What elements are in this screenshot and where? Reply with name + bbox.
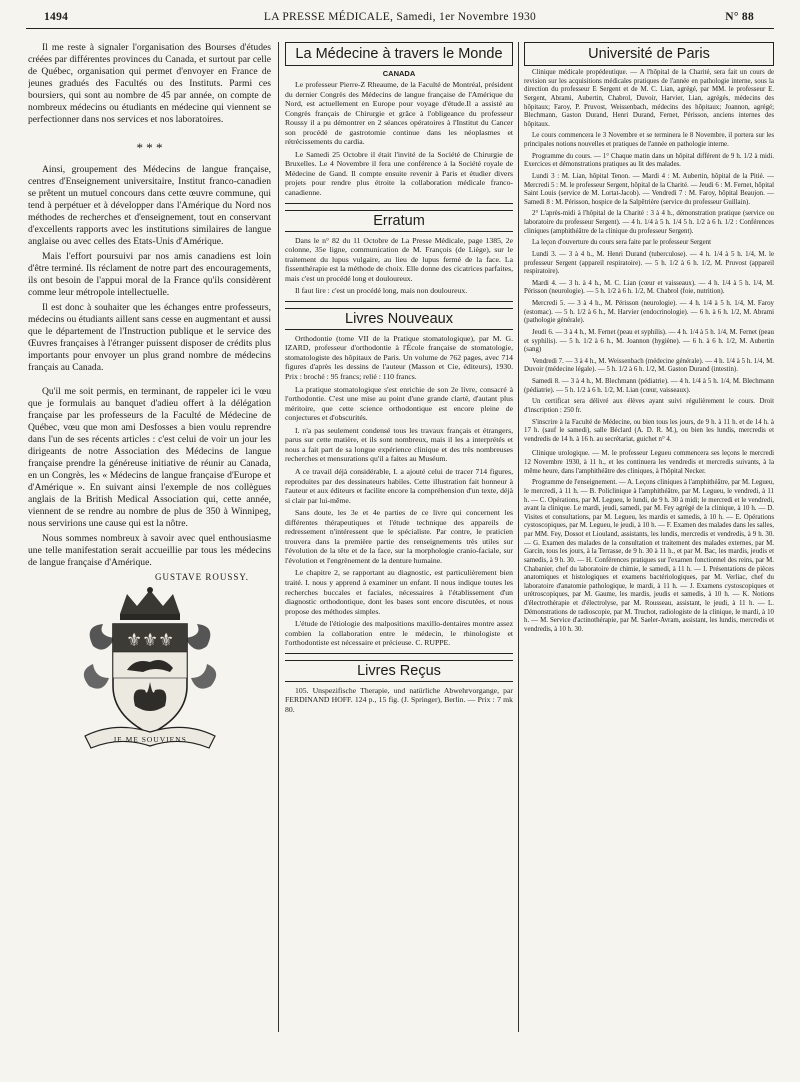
section-separator: [285, 653, 513, 654]
crest-motto: JE ME SOUVIENS: [112, 735, 187, 744]
article-paragraph: Orthodontie (tome VII de la Pratique stomatologique), par M. G. IZARD, professeur d'orthodontie à l'École française de stomatologie, stomatologiste des hôpitaux de Paris. Un volume de 762 pages, avec 714 figures d'après les dessins de l'auteur (Masson et Cie, éditeurs), 1930. Prix : broché : 95 francs; relié : 110 francs.: [285, 333, 513, 382]
section-stars: * * *: [136, 140, 163, 155]
section-subtitle: CANADA: [382, 69, 416, 78]
article-paragraph: La leçon d'ouverture du cours sera faite par le professeur Sergent: [532, 239, 712, 247]
section-title: La Médecine à travers le Monde: [285, 42, 513, 66]
section-title: Erratum: [285, 210, 513, 232]
column-divider: [518, 42, 519, 1032]
article-paragraph: Programme de l'enseignement. — A. Leçons cliniques à l'amphithéâtre, par M. Legueu, le mercredi, à 11 h. — B. Policlinique à l'amphithéâtre, par M. Legueu, le vendredi, à 11 h. — C. Opérations, par M. Legueu, le lundi, de 9 h. 30 à midi; le mercredi et le vendredi, avant la clinique. Le mardi, jeudi, samedi, par M. Fey agrégé de la clinique, à 10 h. — D. Visites et consultations, par M. Legueu, les mardis et samedis, à 10 h. — E. Opérations cystoscopiques, par M. Legueu, le jeudi, à 10 h. — F. Examen des malades dans les salles, par MM. Fey, Dossot et Liouland, assistants, les lundis, mercredis et vendredis, à 9 h. 30. — G. Examen des malades de la consultation et traitement des malades externes, par M. Garcin, tous les jours, à la Terrasse, de 9 h. 30 à 11 h., et par M. Bac, les mardis, jeudis et samedis, à 9 h. 30. — H. Conférences pratiques sur l'examen fonctionnel des reins, par M. Chabanier, chef du laboratoire de chimie, le samedi, à 11 h. — I. Présentations de pièces anatomiques et histologiques et examens bactériologiques, par M. Verliac, chef du laboratoire d'anatomie pathologique, le mardi, à 11 h. — J. Examens cystoscopiques et urétroscopiques, par M. Gaume, les mardis, jeudis et samedis, à 10 h. — K. Notions d'électrothérapie et d'électrolyse, par M. Rousseau, assistant, le jeudi, à 11 h. — L. Démonstrations de radioscopie, par M. Truchot, radiologiste de la clinique, le mardi, à 10 h. — M. Service d'actinothérapie, par M. Saeler-Avram, assistant, les lundis, mercredis et vendredis, à 10 h. 30.: [524, 479, 774, 633]
issue-number: N° 88: [725, 11, 754, 23]
article-paragraph: Le Samedi 25 Octobre il était l'invité de la Société de Chirurgie de Bruxelles. Le 4 Novembre il fera une conférence à la Société royale de Médecine de Gand. Il compte ensuite revenir à Paris et étudier divers projets pour rendre plus étroite la collaboration médicale franco-canadienne.: [285, 149, 513, 198]
article-paragraph: Jeudi 6. — 3 à 4 h., M. Fernet (peau et syphilis). — 4 h. 1/4 à 5 h. 1/4, M. Fernet (peau et syphilis). — 5 h. 1/2 à 6 h., M. Joannon (hygiène). — 6 h. à 6 h. 1/2, M. Aubertin (sang): [524, 328, 774, 354]
section-title: Livres Reçus: [285, 660, 513, 682]
article-paragraph: Clinique médicale propédeutique. — A l'hôpital de la Charité, sera fait un cours de revision sur les acquisitions médicales pratiques de l'année en pathologie interne, sous la direction du professeur E Sergent et de M. C. Lian, agrégé, par MM. le professeur E. Sergent, Abrami, Aubertin, Chabrol, Duvoir, Harvier, Lian, agrégés, médecins des hôpitaux; Faroy, P. Pruvost, Weissenbach, médecins des hôpitaux; Joannon, agrégé; Blechmann, Gaston Durand, Henri Durand, Fernet, Périsson, anciens internes des hôpitaux.: [524, 69, 774, 128]
article-paragraph: Le cours commencera le 3 Novembre et se terminera le 8 Novembre, il portera sur les principales notions nouvelles et pratiques de l'année en pathologie interne.: [524, 132, 774, 148]
article-paragraph: 105. Unspezifische Therapie, und natürliche Abwehrvorgange, par FERDINAND HOFF. 124 p., 15 fig. (J. Springer), Berlin. — Prix : 7 mk 80.: [285, 685, 513, 714]
article-paragraph: Un certificat sera délivré aux élèves ayant suivi régulièrement le cours. Droit d'inscription : 250 fr.: [524, 398, 774, 414]
article-paragraph: Vendredi 7. — 3 à 4 h., M. Weissenbach (médecine générale). — 4 h. 1/4 à 5 h. 1/4, M. Duvoir (médecine légale). — 5 h. 1/2 à 6 h. 1/2, M. Gaston Durand (intestin).: [524, 357, 774, 374]
article-paragraph: Le professeur Pierre-Z Rheaume, de la Faculté de Montréal, président du dernier Congrès des Médecins de langue française de l'Amérique du Nord, est actuellement en Europe pour voyage d'étude.Il a assisté au Congrès français de Chirurgie et grâce à l'obligeance du professeur Roussy il a pu démontrer en 2 séances opératoires à l'Institut du Cancer son procédé de gastrotomie continue dans les néoplasmes et rétrécissements du cardia.: [285, 80, 513, 147]
svg-text:⚜: ⚜: [141, 630, 158, 651]
article-paragraph: Mais l'effort poursuivi par nos amis canadiens est loin d'être terminé. Ils réclament de notre part des encouragements, ils ont besoin de l'appui moral de la France qu'ils considèrent comme leur métropole intellectuelle.: [28, 251, 271, 298]
article-paragraph: Mercredi 5. — 3 à 4 h., M. Périsson (neurologie). — 4 h. 1/4 à 5 h. 1/4, M. Faroy (estomac). — 5 h. 1/2 à 6 h., M. Harvier (endocrinologie). — 6 h. à 6 h. 1/2, M. Abrami (pathologie générale).: [524, 300, 774, 325]
article-paragraph: Mardi 4. — 3 h. à 4 h., M. C. Lian (cœur et vaisseaux). — 4 h. 1/4 à 5 h. 1/4, M. Périsson (neurologie). — 5 h. 1/2 à 6 h. 1/2, M. Chabrol (foie, nutrition).: [524, 279, 774, 296]
article-paragraph: Programme du cours. — 1° Chaque matin dans un hôpital différent de 9 h. 1/2 à midi. Exercices et démonstrations pratiques au lit des malades.: [524, 152, 774, 169]
middle-column: [285, 42, 513, 1082]
article-paragraph: Lundi 3. — 3 à 4 h., M. Henri Durand (tuberculose). — 4 h. 1/4 à 5 h. 1/4, M. le professeur Sergent (appareil respiratoire). — 5 h. 1/2 à 6 h. 1/2, M. Pruvost (appareil respiratoire).: [524, 250, 774, 276]
article-paragraph: Ainsi, groupement des Médecins de langue française, centres d'Enseignement universitaire, Institut franco-canadien se prêtent un mutuel concours dans cette œuvre commune, qui tend à perpétuer et à développer dans l'Amérique du Nord nos méthodes de recherches et d'enseignement, tout en conservant d'excellents rapports avec les institutions similaires de langue anglaise ou avec celles des Etats-Unis d'Amérique.: [28, 164, 271, 247]
svg-text:⚜: ⚜: [157, 630, 174, 651]
journal-title: LA PRESSE MÉDICALE, Samedi, 1er Novembre 1930: [263, 11, 537, 23]
column-divider: [278, 42, 279, 1032]
section-separator: [285, 203, 513, 204]
section-title: Livres Nouveaux: [285, 308, 513, 330]
article-paragraph: 2° L'après-midi à l'hôpital de la Charité : 3 à 4 h., démonstration pratique (service ou laboratoire du professeur Sergent). — 4 h. 1/4 à 5 h. 1/4 5 h. 1/2 à 6 h. 1/2 : Conférences cliniques (amphithéâtre de la clinique du professeur Sergent).: [524, 210, 774, 235]
article-paragraph: A ce travail déjà considérable, I. a ajouté celui de tracer 714 figures, reproduites par des dessinateurs habiles. Cette illustration fait honneur à l'auteur et aux éditeurs et facilite encore la compréhension d'un texte, déjà si clair par lui-même.: [285, 466, 513, 505]
quebec-coat-of-arms: [75, 586, 225, 756]
section-title: Université de Paris: [524, 42, 774, 66]
article-paragraph: Le chapitre 2, se rapportant au diagnostic, est particulièrement bien traité. I. nous y apprend à examiner un enfant. Il nous indique toutes les recherches buccales et faciales, nécessaires à l'établissement d'un diagnostic orthodontique, dont les bases sont encore discutées, et nous propose des méthodes simples.: [285, 568, 513, 616]
article-paragraph: Il faut lire : c'est un procédé long, mais non douloureux.: [295, 286, 468, 296]
article-paragraph: S'inscrire à la Faculté de Médecine, ou bien tous les jours, de 9 h. à 11 h. et de 14 h. à 17 h. (sauf le samedi), salle Béclard (A. D. R. M.), ou bien les lundis, mercredis et vendredis de 14 h. à 16 h. au secrétariat, guichet n° 4.: [524, 418, 774, 443]
article-paragraph: Clinique urologique. — M. le professeur Legueu commencera ses leçons le mercredi 12 Novembre 1930, à 11 h., et les continuera les vendredis et mercredis suivants, à la même heure, dans l'amphithéâtre des cliniques, à l'hôpital Necker.: [524, 450, 774, 475]
header-rule: [26, 28, 774, 29]
article-paragraph: Il est donc à souhaiter que les échanges entre professeurs, médecins ou étudiants aillent sans cesse en augmentant et aussi que le département de l'Instruction publique et le service des Œuvres françaises à l'étranger puissent disposer de crédits plus importants pour envoyer un plus grand nombre de médecins français au Canada.: [28, 302, 271, 373]
left-column: [28, 42, 271, 1082]
page-header: [18, 8, 782, 26]
svg-text:⚜: ⚜: [125, 630, 142, 651]
article-paragraph: Nous sommes nombreux à savoir avec quel enthousiasme une telle manifestation serait accueillie par tous les médecins de langue française d'Amérique.: [28, 533, 271, 568]
article-paragraph: Samedi 8. — 3 à 4 h., M. Blechmann (pédiatrie). — 4 h. 1/4 à 5 h. 1/4, M. Blechmann (pédiatrie). — 5 h. 1/2 à 6 h. 1/2, M. Lian (cœur, vaisseaux).: [524, 378, 774, 394]
right-column: [524, 42, 774, 1082]
article-paragraph: I. n'a pas seulement condensé tous les travaux français et étrangers, parus sur cette matière, et ils sont nombreux, mais il les a interprétés et nous a fait part de sa longue expérience clinique et des très nombreuses recherches et mensurations qu'il a faites au Muséum.: [285, 425, 513, 464]
article-paragraph: Sans doute, les 3e et 4e parties de ce livre qui concernent les différentes thérapeutiques et l'étude technique des appareils de redressement n'intéressent que le spécialiste. Par contre, le praticien trouvera dans la première partie des renseignements très utiles sur l'évolution de la tête et de la face, sur la morphologie cranio-faciale, sur l'évolution et l'engrènement de la denture humaine.: [285, 508, 513, 565]
article-paragraph: Il me reste à signaler l'organisation des Bourses d'études créées par différentes provinces du Canada, et surtout par celle de Québec, organisation qui permet d'envoyer en France de jeunes gradués des Facultés ou des Instituts. Parmi ces boursiers, qui sont au nombre de 45 par année, on compte de nombreux médecins ou étudiants en médecine qui viennent se perfectionner dans nos services et nos laboratoires.: [28, 42, 271, 125]
article-paragraph: Lundi 3 : M. Lian, hôpital Tenon. — Mardi 4 : M. Aubertin, hôpital de la Pitié. — Mercredi 5 : M. le professeur Sergent, hôpital de la Charité. — Jeudi 6 : M. Fernet, hôpital Saint Louis (service de M. Lortat-Jacob). — Vendredi 7 : M. Faroy, hôpital Beaujon. — Samedi 8 : M. Périsson, hospice de la Salpêtrière (service du professeur Guillain).: [524, 172, 774, 206]
article-paragraph: La pratique stomatologique s'est enrichie de son 2e livre, consacré à l'orthodontie. C'est une mise au point d'une grande clarté, d'autant plus méritoire, que cette science orthodontique est encore pleine de conjectures et d'obscurités.: [285, 384, 513, 423]
article-paragraph: Qu'il me soit permis, en terminant, de rappeler ici le vœu que je formulais au banquet d'adieu offert à la délégation française par les professeurs de la Faculté de Médecine de Québec, vœu que mon ami Desfosses a bien voulu reprendre dans l'un de ses récents articles : c'est celui de voir un jour les dirigeants de notre Association des Médecins de langue française prendre la généreuse initiative de réunir au Canada, en un Congrès, les « Médecins de langue française d'Europe et d'Amérique ». En suivant ainsi l'exemple de nos collègues anglais de la British Medical Association qui, cette année, viennent de se rendre au nombre de plus de 350 à Winnipeg, nous servirions une cause qui est la nôtre.: [28, 386, 271, 529]
page-number: 1494: [44, 11, 69, 23]
author-signature: GUSTAVE ROUSSY.: [155, 572, 249, 582]
article-paragraph: L'étude de l'étiologie des malpositions maxillo-dentaires montre assez combien la collaboration entre le médecin, le rhinologiste et l'orthodontiste est nécessaire et précieuse. C. RUPPE.: [285, 619, 513, 648]
article-paragraph: Dans le n° 82 du 11 Octobre de La Presse Médicale, page 1385, 2e colonne, 35e ligne, communication de M. François (de Liège), sur le traitement du lupus vulgaire, au lieu de lupus fermé de la face. La fissenthérapie est la méthode de choix. Elle donne des cicatrices parfaites, mais c'est un procédé long et douloureux.: [285, 235, 513, 283]
section-separator: [285, 301, 513, 302]
